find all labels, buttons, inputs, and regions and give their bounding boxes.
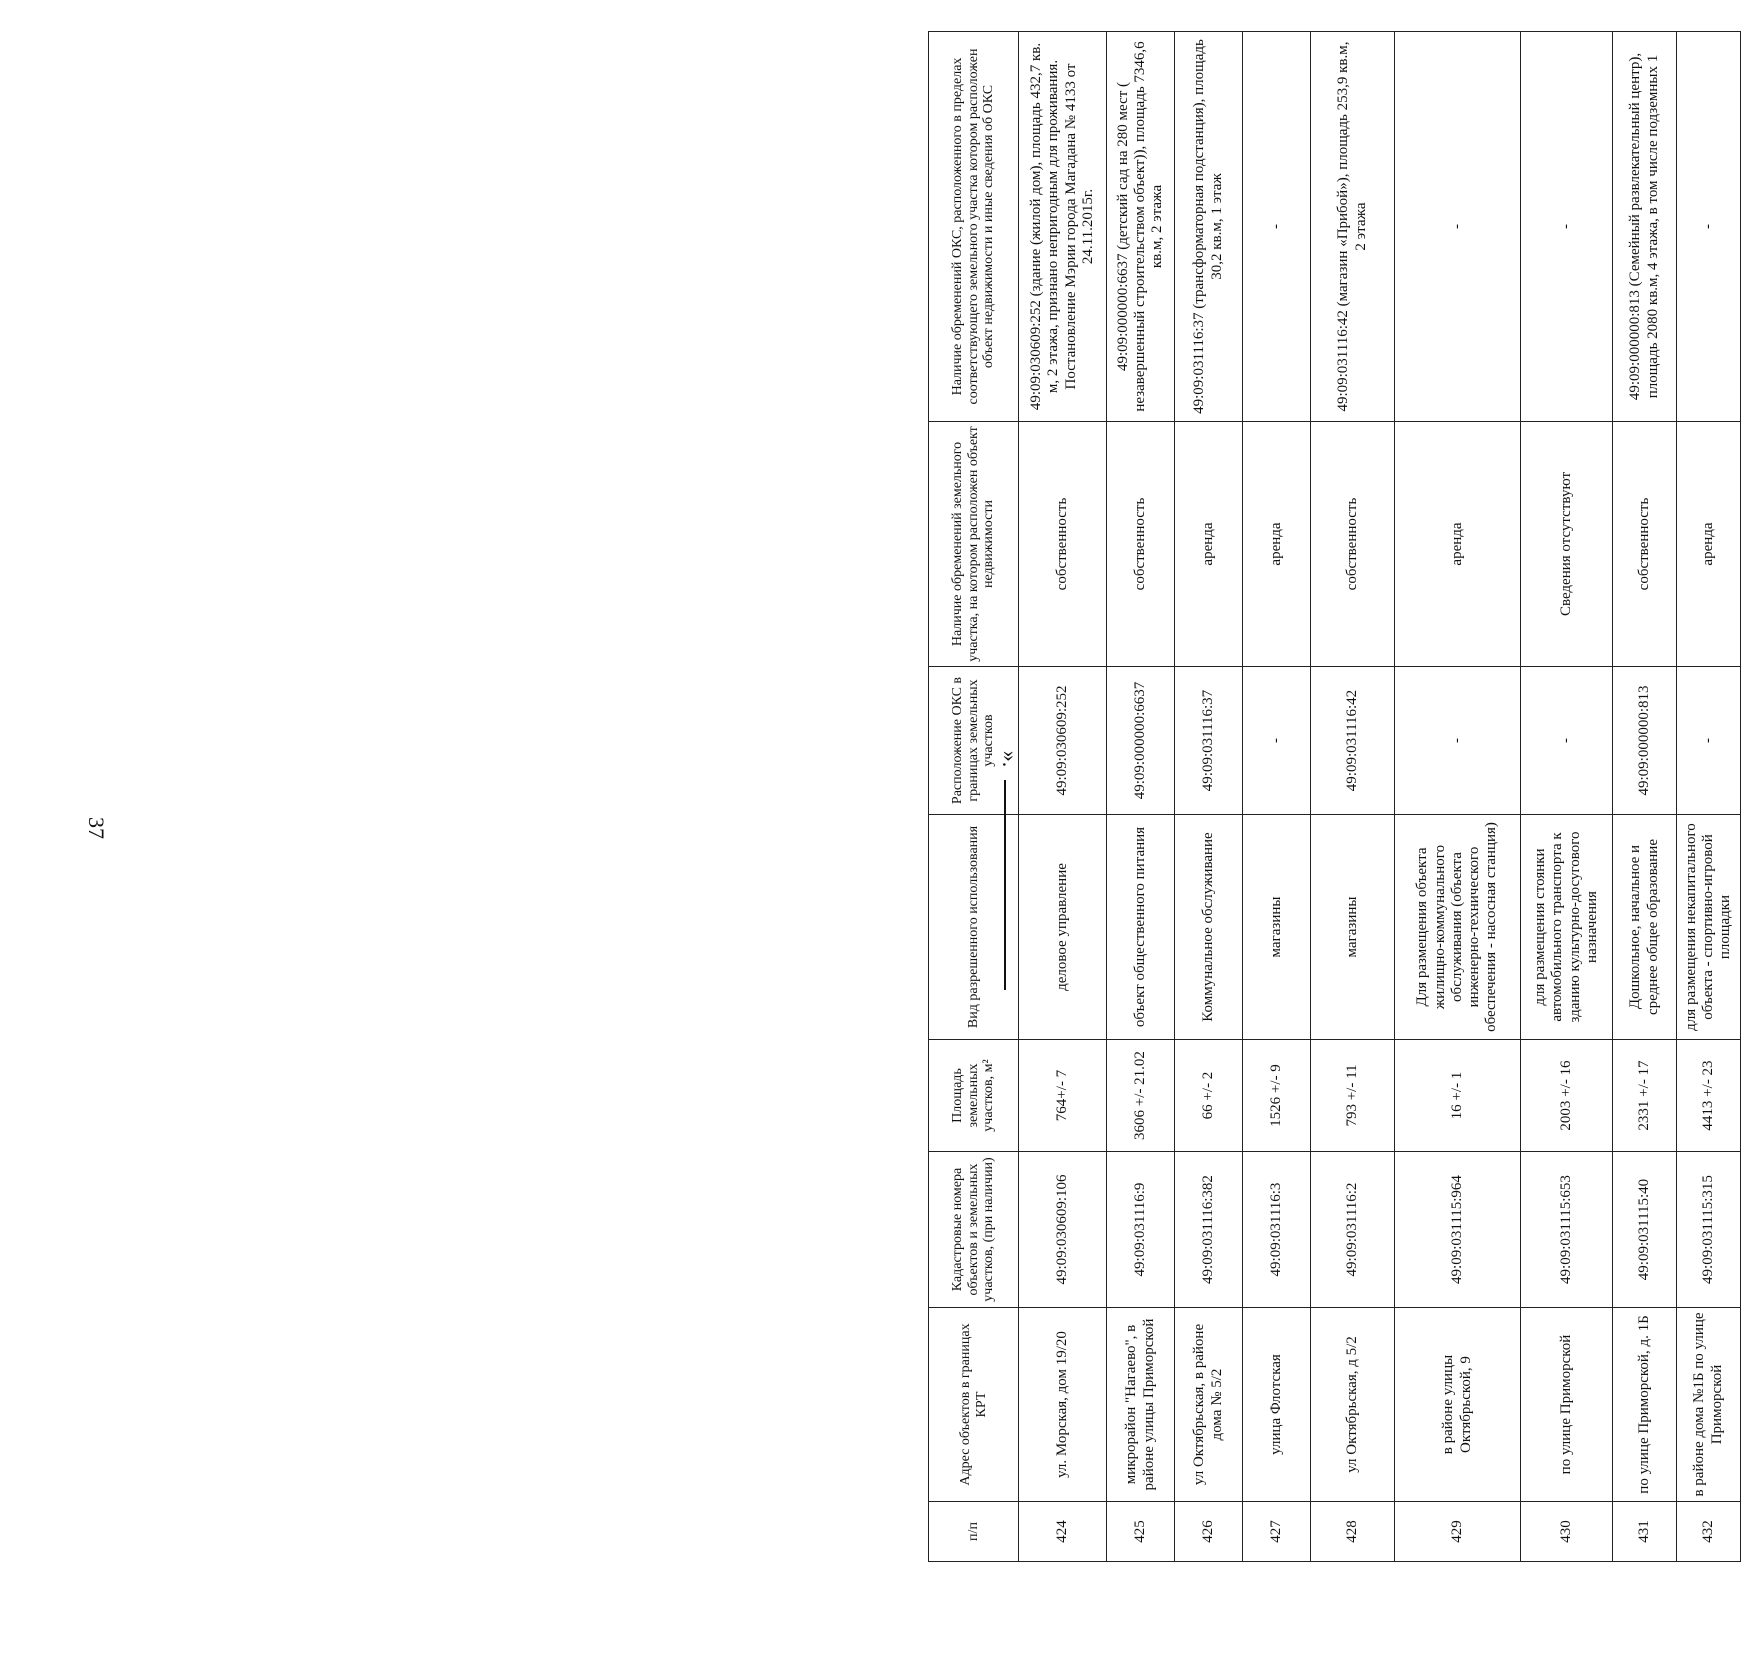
cell-encumbrance-land: собственность <box>1613 422 1677 667</box>
cell-num: 427 <box>1243 1502 1311 1562</box>
cell-oks-location: - <box>1521 667 1613 815</box>
cell-encumbrance-oks: 49:09:031116:42 (магазин «Прибой»), площадь 253,9 кв.м, 2 этажа <box>1311 32 1395 422</box>
cell-oks-location: 49:09:030609:252 <box>1019 667 1107 815</box>
table-row <box>1311 32 1395 1562</box>
cell-oks-location: 49:09:031116:37 <box>1175 667 1243 815</box>
table-row <box>1677 32 1741 1562</box>
cell-cadastral: 49:09:031115:315 <box>1677 1152 1741 1308</box>
cell-num: 426 <box>1175 1502 1243 1562</box>
cell-encumbrance-land: собственность <box>1107 422 1175 667</box>
cell-oks-location: - <box>1395 667 1521 815</box>
cell-encumbrance-land: собственность <box>1311 422 1395 667</box>
cell-cadastral: 49:09:031116:382 <box>1175 1152 1243 1308</box>
header-oks-location: Расположение ОКС в границах земельных участков <box>929 667 1019 815</box>
cell-oks-location: - <box>1243 667 1311 815</box>
table-row <box>1175 32 1243 1562</box>
cell-address: в районе улицы Октябрьской, 9 <box>1395 1308 1521 1502</box>
cell-area: 2331 +/- 17 <box>1613 1040 1677 1152</box>
cell-cadastral: 49:09:031115:40 <box>1613 1152 1677 1308</box>
header-encumbrance-oks: Наличие обременений ОКС, расположенного в пределах соответствующего земельного участка котором расположен объект недвижимости и иные сведения об ОКС <box>929 32 1019 422</box>
cell-area: 4413 +/- 23 <box>1677 1040 1741 1152</box>
cell-cadastral: 49:09:031115:653 <box>1521 1152 1613 1308</box>
cell-oks-location: 49:09:000000:813 <box>1613 667 1677 815</box>
cell-oks-location: 49:09:000000:6637 <box>1107 667 1175 815</box>
cell-address: ул Октябрьская, д 5/2 <box>1311 1308 1395 1502</box>
cell-cadastral: 49:09:031116:9 <box>1107 1152 1175 1308</box>
cell-area: 1526 +/- 9 <box>1243 1040 1311 1152</box>
cell-address: микрорайон "Нагаево", в районе улицы Приморской <box>1107 1308 1175 1502</box>
cell-encumbrance-oks: 49:09:000000:6637 (детский сад на 280 мест ( незавершенный строительством объект)), площадь 7346,6 кв.м, 2 этажа <box>1107 32 1175 422</box>
cell-encumbrance-oks: 49:09:030609:252 (здание (жилой дом), площадь 432,7 кв. м, 2 этажа, признано непригодным для проживания. Постановление Мэрии города Магадана № 4133 от 24.11.2015г. <box>1019 32 1107 422</box>
cell-area: 3606 +/- 21.02 <box>1107 1040 1175 1152</box>
page-number: 37 <box>84 817 109 839</box>
cell-num: 431 <box>1613 1502 1677 1562</box>
header-use: Вид разрешенного использования <box>929 815 1019 1040</box>
cell-use: магазины <box>1243 815 1311 1040</box>
cell-num: 429 <box>1395 1502 1521 1562</box>
cell-encumbrance-land: собственность <box>1019 422 1107 667</box>
cell-area: 764+/- 7 <box>1019 1040 1107 1152</box>
rotated-table-container <box>928 32 1734 1562</box>
cell-cadastral: 49:09:030609:106 <box>1019 1152 1107 1308</box>
cell-encumbrance-land: аренда <box>1677 422 1741 667</box>
cell-use: деловое управление <box>1019 815 1107 1040</box>
header-encumbrance-land: Наличие обременений земельного участка, на котором расположен объект недвижимости <box>929 422 1019 667</box>
cell-num: 430 <box>1521 1502 1613 1562</box>
cell-area: 793 +/- 11 <box>1311 1040 1395 1152</box>
cell-num: 428 <box>1311 1502 1395 1562</box>
cell-encumbrance-oks: - <box>1677 32 1741 422</box>
cell-num: 425 <box>1107 1502 1175 1562</box>
cell-use: Коммунальное обслуживание <box>1175 815 1243 1040</box>
cell-address: по улице Приморской <box>1521 1308 1613 1502</box>
cell-address: в районе дома №1Б по улице Приморской <box>1677 1308 1741 1502</box>
cell-encumbrance-oks: - <box>1243 32 1311 422</box>
header-area: Площадь земельных участков, м² <box>929 1040 1019 1152</box>
cell-oks-location: 49:09:031116:42 <box>1311 667 1395 815</box>
cell-use: для размещения стоянки автомобильного транспорта к зданию культурно-досугового назначения <box>1521 815 1613 1040</box>
cell-encumbrance-land: аренда <box>1175 422 1243 667</box>
cell-num: 432 <box>1677 1502 1741 1562</box>
cell-use: магазины <box>1311 815 1395 1040</box>
cell-cadastral: 49:09:031116:3 <box>1243 1152 1311 1308</box>
cell-area: 66 +/- 2 <box>1175 1040 1243 1152</box>
table-row <box>1395 32 1521 1562</box>
cell-address: по улице Приморской, д. 1Б <box>1613 1308 1677 1502</box>
cell-num: 424 <box>1019 1502 1107 1562</box>
cell-encumbrance-oks: 49:09:031116:37 (трансформаторная подстанция), площадь 30,2 кв.м, 1 этаж <box>1175 32 1243 422</box>
header-num: п/п <box>929 1502 1019 1562</box>
cell-use: объект общественного питания <box>1107 815 1175 1040</box>
cell-encumbrance-land: Сведения отсутствуют <box>1521 422 1613 667</box>
closing-quote: ». <box>998 750 1023 768</box>
cell-use: Дошкольное, начальное и среднее общее образование <box>1613 815 1677 1040</box>
cell-address: улица Флотская <box>1243 1308 1311 1502</box>
header-cadastral: Кадастровые номера объектов и земельных участков, (при наличии) <box>929 1152 1019 1308</box>
cell-encumbrance-oks: 49:09:000000:813 (Семейный развлекательный центр), площадь 2080 кв.м, 4 этажа, в том числе подземных 1 <box>1613 32 1677 422</box>
cell-cadastral: 49:09:031116:2 <box>1311 1152 1395 1308</box>
cell-address: ул. Морская, дом 19/20 <box>1019 1308 1107 1502</box>
cell-encumbrance-oks: - <box>1521 32 1613 422</box>
cell-use: Для размещения объекта жилищно-коммунального обслуживания (объекта инженерно-технического обеспечения - насосная станция) <box>1395 815 1521 1040</box>
table-row <box>1613 32 1677 1562</box>
closing-underline <box>1004 780 1006 990</box>
cell-encumbrance-land: аренда <box>1243 422 1311 667</box>
cell-use: для размещения некапитального объекта - спортивно-игровой площадки <box>1677 815 1741 1040</box>
table-row <box>1243 32 1311 1562</box>
cell-address: ул Октябрьская, в районе дома № 5/2 <box>1175 1308 1243 1502</box>
table-row <box>1521 32 1613 1562</box>
cell-encumbrance-land: аренда <box>1395 422 1521 667</box>
cell-encumbrance-oks: - <box>1395 32 1521 422</box>
cell-area: 2003 +/- 16 <box>1521 1040 1613 1152</box>
cell-area: 16 +/- 1 <box>1395 1040 1521 1152</box>
table-row <box>1107 32 1175 1562</box>
table-row <box>1019 32 1107 1562</box>
cell-oks-location: - <box>1677 667 1741 815</box>
objects-table <box>928 31 1741 1562</box>
header-address: Адрес объектов в границах КРТ <box>929 1308 1019 1502</box>
cell-cadastral: 49:09:031115:964 <box>1395 1152 1521 1308</box>
